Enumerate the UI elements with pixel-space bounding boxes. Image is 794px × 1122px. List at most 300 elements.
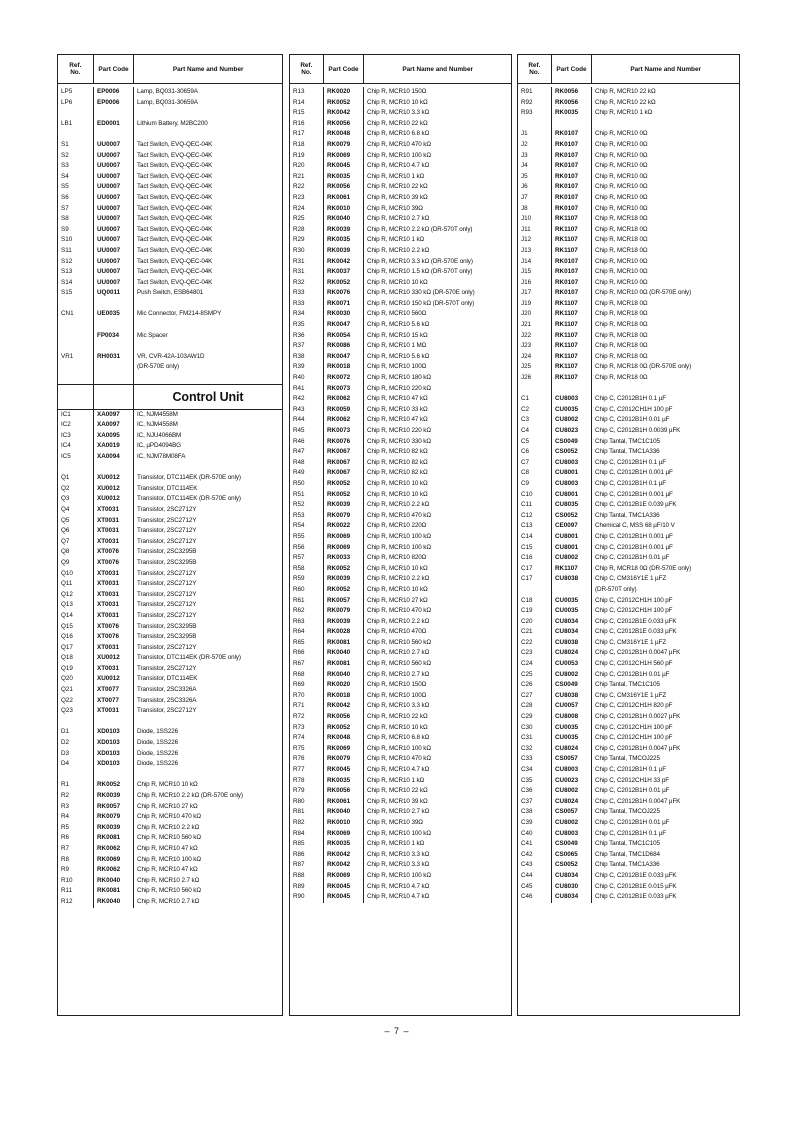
table-row (290, 521, 511, 532)
cell-ref-no: R50 (293, 479, 305, 487)
table-row (518, 479, 739, 490)
cell-part-name: Chip R, MCR10 100Ω (363, 691, 511, 702)
cell-part-name: Chip R, MCR10 0Ω (591, 140, 739, 151)
table-row (290, 818, 511, 829)
cell-part-code: RK0020 (323, 680, 363, 691)
cell-part-code: RK0039 (93, 791, 133, 802)
cell-part-name: Transistor, DTC114EK (DR-570E only) (133, 653, 282, 664)
table-row (58, 706, 282, 717)
table-row (290, 415, 511, 426)
cell-ref-no: J1 (521, 130, 528, 138)
table-row (58, 823, 282, 834)
cell-part-name: Chip C, C2012CH1H 100 pF (591, 733, 739, 744)
cell-part-name: Chip C, C2012B1E 0.015 µFK (591, 882, 739, 893)
cell-part-code: XT0031 (93, 611, 133, 622)
cell-part-name: Chip C, C2012CH1H 560 pF (591, 659, 739, 670)
table-row (58, 161, 282, 172)
table-row (290, 129, 511, 140)
cell-part-name (591, 384, 739, 395)
cell-ref-no (58, 362, 93, 373)
cell-ref-no: IC2 (61, 421, 71, 429)
cell-part-name: Chip R, MCR18 0Ω (DR-570E only) (591, 362, 739, 373)
cell-part-name: Chip R, MCR10 0Ω (591, 172, 739, 183)
cell-ref-no: C38 (521, 808, 533, 816)
cell-ref-no: J8 (521, 204, 528, 212)
cell-part-code: UU0007 (93, 204, 133, 215)
table-row (58, 193, 282, 204)
table-row (518, 807, 739, 818)
cell-part-code: RK0020 (323, 87, 363, 98)
cell-ref-no (58, 373, 93, 384)
cell-part-name: Chip C, C2012B1H 0.0047 µFK (591, 648, 739, 659)
cell-part-code: UU0007 (93, 278, 133, 289)
cell-part-name: Chip Tantal, TMC1C105 (591, 839, 739, 850)
cell-part-code: RK0030 (323, 309, 363, 320)
table-row (58, 505, 282, 516)
cell-part-name: Transistor, 2SC2712Y (133, 526, 282, 537)
table-row (290, 235, 511, 246)
table-header (518, 55, 739, 84)
table-row (58, 569, 282, 580)
cell-part-code: XT0031 (93, 526, 133, 537)
cell-part-name: Chip R, MCR10 2.2 kΩ (363, 574, 511, 585)
table-row (290, 829, 511, 840)
cell-part-code: RK1107 (551, 309, 591, 320)
table-row (290, 447, 511, 458)
cell-ref-no: Q23 (61, 707, 73, 715)
cell-part-code: RK0052 (93, 780, 133, 791)
cell-part-code: RK1107 (551, 341, 591, 352)
cell-part-name: Chip C, C2012B1H 0.001 µF (591, 532, 739, 543)
table-row (58, 352, 282, 363)
cell-ref-no: R23 (293, 193, 305, 201)
cell-ref-no: R48 (293, 458, 305, 466)
table-row (518, 447, 739, 458)
cell-part-name: Chip C, C2012CH1H 820 pF (591, 701, 739, 712)
cell-part-name: Mic Spacer (133, 331, 282, 342)
cell-part-name: Chip R, MCR10 22 kΩ (363, 119, 511, 130)
cell-ref-no: C36 (521, 787, 533, 795)
cell-ref-no: C16 (521, 554, 533, 562)
section-title: Control Unit (133, 385, 282, 409)
cell-part-code: RK0081 (323, 638, 363, 649)
table-row (58, 886, 282, 897)
cell-part-code: RK0107 (551, 172, 591, 183)
table-row (58, 749, 282, 760)
cell-part-code: UU0007 (93, 193, 133, 204)
cell-ref-no: R38 (293, 352, 305, 360)
table-row (518, 596, 739, 607)
cell-part-name: Chip R, MCR18 0Ω (591, 331, 739, 342)
cell-part-code: XD0103 (93, 759, 133, 770)
table-row (518, 585, 739, 596)
cell-part-name: Chip R, MCR10 220 kΩ (363, 426, 511, 437)
cell-ref-no: Q21 (61, 686, 73, 694)
parts-table-column-2 (289, 54, 512, 1016)
cell-part-name: Tact Switch, EVQ-QEC-04K (133, 278, 282, 289)
cell-ref-no: R28 (293, 225, 305, 233)
cell-part-name: Transistor, DTC114EK (DR-570E only) (133, 473, 282, 484)
cell-part-code: RK0067 (323, 458, 363, 469)
cell-part-code (93, 341, 133, 352)
cell-part-name: Chip R, MCR10 330 kΩ (DR-570E only) (363, 288, 511, 299)
cell-part-name: Chip C, C2012B1H 0.1 µF (591, 479, 739, 490)
cell-ref-no: C23 (521, 649, 533, 657)
cell-part-code: CU8008 (551, 712, 591, 723)
cell-part-name: Chip C, C2012B1H 0.01 µF (591, 553, 739, 564)
cell-ref-no: Q22 (61, 696, 73, 704)
cell-part-name: Chip R, MCR10 0Ω (591, 151, 739, 162)
table-row (58, 696, 282, 707)
cell-part-code: CS0057 (551, 807, 591, 818)
cell-part-code: EP0006 (93, 98, 133, 109)
cell-part-code (93, 373, 133, 384)
cell-part-code: RK0039 (93, 823, 133, 834)
table-row (58, 98, 282, 109)
cell-part-code: UU0007 (93, 140, 133, 151)
table-row (58, 410, 282, 421)
cell-part-code: RK0107 (551, 140, 591, 151)
cell-ref-no: Q14 (61, 611, 73, 619)
cell-part-name: Chip Tantal, TMC1A336 (591, 860, 739, 871)
cell-ref-no: C30 (521, 723, 533, 731)
page-number: – 7 – (384, 1026, 410, 1036)
cell-ref-no: C15 (521, 543, 533, 551)
cell-part-name: Chip R, MCR18 0Ω (591, 246, 739, 257)
cell-part-code: RK0079 (323, 606, 363, 617)
cell-part-name: Chip R, MCR10 39Ω (363, 818, 511, 829)
cell-ref-no: Q19 (61, 664, 73, 672)
cell-ref-no: R62 (293, 607, 305, 615)
cell-part-name: Chip R, MCR10 2.7 kΩ (363, 807, 511, 818)
cell-part-code: RK0040 (323, 648, 363, 659)
cell-part-code: RK0061 (323, 193, 363, 204)
cell-ref-no: R58 (293, 564, 305, 572)
cell-part-code: CU8038 (551, 638, 591, 649)
table-row (518, 426, 739, 437)
cell-part-name: Transistor, 2SC2712Y (133, 706, 282, 717)
table-row (58, 129, 282, 140)
cell-ref-no: R16 (293, 119, 305, 127)
cell-part-name: Chip R, MCR10 150 kΩ (DR-570T only) (363, 299, 511, 310)
cell-part-code: RK0056 (323, 182, 363, 193)
cell-part-name: Diode, 1SS226 (133, 738, 282, 749)
table-row (58, 108, 282, 119)
cell-part-code: RK1107 (551, 235, 591, 246)
cell-ref-no: R34 (293, 310, 305, 318)
cell-part-name: Chip R, MCR10 1 MΩ (363, 341, 511, 352)
cell-part-code: CU8034 (551, 617, 591, 628)
table-row (518, 670, 739, 681)
table-row (518, 543, 739, 554)
cell-ref-no: S8 (61, 215, 69, 223)
cell-part-name (591, 119, 739, 130)
cell-ref-no: Q11 (61, 580, 73, 588)
table-body (290, 84, 511, 903)
table-row (290, 490, 511, 501)
cell-part-name: Transistor, 2SC2712Y (133, 664, 282, 675)
table-row (518, 119, 739, 130)
cell-ref-no: R13 (293, 88, 305, 95)
cell-part-code: CU0035 (551, 733, 591, 744)
cell-part-code: RK0056 (551, 87, 591, 98)
table-row (58, 246, 282, 257)
cell-ref-no: J17 (521, 289, 532, 297)
table-row (518, 309, 739, 320)
table-row (290, 182, 511, 193)
cell-part-code: RK0048 (323, 733, 363, 744)
cell-part-code: RK0040 (323, 670, 363, 681)
cell-part-code: RK0107 (551, 267, 591, 278)
cell-part-code (551, 384, 591, 395)
cell-ref-no: S6 (61, 193, 69, 201)
table-row (518, 500, 739, 511)
cell-ref-no: R80 (293, 797, 305, 805)
table-row (518, 129, 739, 140)
cell-part-code: XU0012 (93, 473, 133, 484)
cell-part-name: Chip R, MCR10 180 kΩ (363, 373, 511, 384)
cell-ref-no (518, 119, 551, 130)
cell-part-code: CS0052 (551, 860, 591, 871)
cell-part-name: Chip R, MCR10 0Ω (591, 193, 739, 204)
cell-part-code: RK1107 (551, 320, 591, 331)
cell-part-name: Push Switch, ESB64801 (133, 288, 282, 299)
cell-part-code: CU8003 (551, 765, 591, 776)
cell-part-name: IC, µPD4094BG (133, 441, 282, 452)
cell-part-name: Chip R, MCR10 10 kΩ (133, 780, 282, 791)
cell-ref-no: S12 (61, 257, 73, 265)
cell-ref-no: R31 (293, 268, 305, 276)
cell-part-name: Chip R, MCR10 2.7 kΩ (133, 876, 282, 887)
cell-ref-no: R7 (61, 844, 70, 852)
cell-part-name: Transistor, 2SC2712Y (133, 611, 282, 622)
table-row (290, 309, 511, 320)
cell-part-name: Chip R, MCR10 6.8 kΩ (363, 733, 511, 744)
cell-part-name: Chip R, MCR10 1.5 kΩ (DR-570T only) (363, 267, 511, 278)
cell-part-code (551, 585, 591, 596)
cell-part-code: RK0067 (323, 468, 363, 479)
cell-part-code: CU0023 (551, 776, 591, 787)
cell-part-name (133, 299, 282, 310)
cell-ref-no: J22 (521, 331, 532, 339)
cell-ref-no: S15 (61, 289, 73, 297)
table-row (290, 712, 511, 723)
table-row (290, 585, 511, 596)
cell-part-code: XT0031 (93, 643, 133, 654)
table-row (290, 479, 511, 490)
cell-part-name: Lithium Battery, M2BC200 (133, 119, 282, 130)
table-row (518, 151, 739, 162)
table-row (58, 674, 282, 685)
table-row (58, 759, 282, 770)
cell-part-code: UU0007 (93, 267, 133, 278)
cell-part-name: Chip R, MCR10 3.3 kΩ (363, 860, 511, 871)
table-row (290, 214, 511, 225)
cell-ref-no: R93 (521, 109, 533, 117)
cell-part-name: Chip R, MCR10 100 kΩ (133, 855, 282, 866)
table-row (290, 691, 511, 702)
cell-part-name: Chip C, C2012B1H 0.1 µF (591, 394, 739, 405)
cell-part-name: Chip R, MCR10 100 kΩ (363, 744, 511, 755)
cell-ref-no: C43 (521, 861, 533, 869)
table-row (58, 780, 282, 791)
cell-part-code: RK0069 (323, 151, 363, 162)
table-row (518, 172, 739, 183)
table-row (58, 727, 282, 738)
cell-part-code: XT0031 (93, 569, 133, 580)
table-row (58, 151, 282, 162)
cell-part-code: UU0007 (93, 225, 133, 236)
cell-part-code (93, 320, 133, 331)
table-row (290, 172, 511, 183)
cell-part-name: Mic Connector, FM214-8SMPY (133, 309, 282, 320)
cell-ref-no: IC3 (61, 431, 71, 439)
table-row (518, 723, 739, 734)
cell-part-code: CU8038 (551, 691, 591, 702)
cell-part-code: RK0040 (93, 897, 133, 908)
cell-part-code: CU0035 (551, 723, 591, 734)
cell-part-name: Chip C, C2012B1H 0.001 µF (591, 490, 739, 501)
cell-part-name: Chip R, MCR10 1 kΩ (363, 172, 511, 183)
cell-ref-no: J12 (521, 236, 532, 244)
cell-part-code: RK0072 (323, 373, 363, 384)
table-row (290, 511, 511, 522)
cell-part-name: Transistor, 2SC3326A (133, 696, 282, 707)
cell-ref-no: R72 (293, 713, 305, 721)
cell-ref-no: C45 (521, 882, 533, 890)
table-row (58, 204, 282, 215)
table-row (290, 543, 511, 554)
cell-ref-no: J19 (521, 299, 532, 307)
table-row (290, 193, 511, 204)
cell-ref-no: R92 (521, 98, 533, 106)
cell-part-code: CU8002 (551, 670, 591, 681)
cell-ref-no (58, 129, 93, 140)
cell-part-code: RK0052 (323, 278, 363, 289)
cell-part-name: Chip R, MCR10 100 kΩ (363, 871, 511, 882)
cell-ref-no: C19 (521, 607, 533, 615)
cell-ref-no: J21 (521, 321, 532, 329)
cell-part-code (551, 119, 591, 130)
cell-ref-no: R69 (293, 681, 305, 689)
cell-part-code: CU8003 (551, 829, 591, 840)
cell-ref-no (58, 463, 93, 474)
table-row (58, 182, 282, 193)
table-row (290, 680, 511, 691)
cell-part-code: RK0059 (323, 405, 363, 416)
cell-part-name: Chip C, CM316Y1E 1 µFZ (591, 638, 739, 649)
cell-ref-no: R20 (293, 162, 305, 170)
cell-part-name: Chip R, MCR10 0Ω (591, 278, 739, 289)
table-row (518, 532, 739, 543)
cell-ref-no: R89 (293, 882, 305, 890)
cell-part-name: Chip C, CM316Y1E 1 µFZ (591, 574, 739, 585)
cell-part-code: CU8001 (551, 468, 591, 479)
cell-part-code: XA0097 (93, 410, 133, 421)
table-row (290, 151, 511, 162)
cell-ref-no: CN1 (61, 310, 74, 318)
cell-ref-no: R78 (293, 776, 305, 784)
cell-ref-no: R19 (293, 151, 305, 159)
table-row (290, 733, 511, 744)
table-row (58, 897, 282, 908)
cell-part-code (93, 362, 133, 373)
cell-part-name: Lamp, BQ031-30659A (133, 87, 282, 98)
cell-part-name: Chip Tantal, TMC1C105 (591, 437, 739, 448)
cell-ref-no: R67 (293, 660, 305, 668)
table-row (518, 564, 739, 575)
cell-part-code: XU0012 (93, 653, 133, 664)
cell-ref-no: C25 (521, 670, 533, 678)
cell-part-code: RK0069 (93, 855, 133, 866)
cell-part-code: RK0107 (551, 193, 591, 204)
table-row (58, 590, 282, 601)
cell-ref-no: R2 (61, 792, 70, 799)
table-row (518, 850, 739, 861)
cell-part-code: XT0076 (93, 632, 133, 643)
cell-part-name: Chip R, MCR10 560Ω (363, 309, 511, 320)
cell-part-code (93, 299, 133, 310)
cell-ref-no: J20 (521, 310, 532, 318)
cell-part-code: RH0031 (93, 352, 133, 363)
cell-part-code: RK0010 (323, 818, 363, 829)
cell-ref-no: R76 (293, 755, 305, 763)
cell-ref-no: R18 (293, 140, 305, 148)
table-row (290, 204, 511, 215)
cell-ref-no: C35 (521, 776, 533, 784)
cell-part-name: Chip R, MCR10 470 kΩ (363, 511, 511, 522)
cell-part-name: Chip R, MCR10 220 kΩ (363, 384, 511, 395)
cell-ref-no: Q1 (61, 474, 70, 482)
cell-ref-no: R71 (293, 702, 305, 710)
cell-part-name: Chip R, MCR10 2.7 kΩ (363, 670, 511, 681)
cell-ref-no: R30 (293, 246, 305, 254)
cell-ref-no: R68 (293, 670, 305, 678)
cell-part-name: Chip R, MCR10 47 kΩ (133, 865, 282, 876)
cell-ref-no: J13 (521, 246, 532, 254)
table-row (518, 394, 739, 405)
cell-part-name: Chip R, MCR10 470 kΩ (363, 754, 511, 765)
cell-ref-no: R22 (293, 183, 305, 191)
cell-part-name: Chip R, MCR10 4.7 kΩ (363, 765, 511, 776)
table-row (58, 833, 282, 844)
cell-ref-no: R37 (293, 342, 305, 350)
cell-part-code: XA0094 (93, 452, 133, 463)
cell-part-code: CU8023 (551, 426, 591, 437)
cell-part-name: Transistor, 2SC3295B (133, 632, 282, 643)
cell-part-name: IC, NJU4066BM (133, 431, 282, 442)
cell-ref-no: C9 (521, 479, 530, 487)
table-row (58, 558, 282, 569)
cell-ref-no: R77 (293, 766, 305, 773)
cell-part-code: XT0076 (93, 547, 133, 558)
cell-ref-no: R85 (293, 840, 305, 848)
cell-part-name: Chip R, MCR10 820Ω (363, 553, 511, 564)
cell-ref-no: C42 (521, 850, 533, 858)
cell-part-code: CU8024 (551, 648, 591, 659)
cell-part-code: RK0035 (551, 108, 591, 119)
cell-part-name: Tact Switch, EVQ-QEC-04K (133, 214, 282, 225)
table-row (518, 818, 739, 829)
table-row (290, 892, 511, 903)
cell-ref-no: Q13 (61, 601, 73, 609)
cell-part-name: Transistor, 2SC3295B (133, 547, 282, 558)
cell-ref-no: R43 (293, 405, 305, 413)
cell-part-name: Chip R, MCR10 0Ω (591, 204, 739, 215)
table-row (290, 754, 511, 765)
table-row (518, 701, 739, 712)
cell-part-name: Chip R, MCR10 470 kΩ (363, 140, 511, 151)
